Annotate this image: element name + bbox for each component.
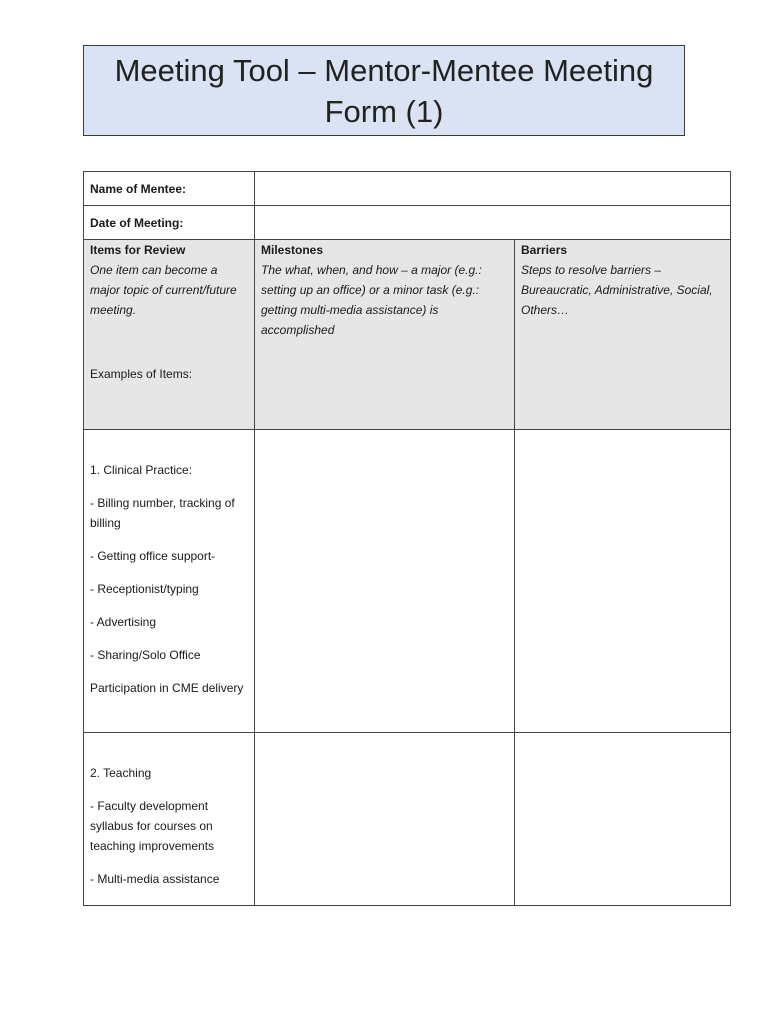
- list-item: - Getting office support-: [90, 549, 216, 563]
- form-title-box: [83, 45, 685, 136]
- list-item: - Advertising: [90, 615, 157, 629]
- clinical-practice-barriers-field[interactable]: [515, 430, 731, 733]
- clinical-practice-items: [84, 430, 255, 733]
- barriers-header-desc: Steps to resolve barriers – Bureaucratic, Administrative, Social, Others…: [521, 263, 713, 317]
- teaching-row: [84, 733, 731, 906]
- header-row: [84, 240, 731, 430]
- milestones-header-desc: The what, when, and how – a major (e.g.: setting up an office) or a minor task (e.g.: getting multi-media assistance) is accomplished: [261, 263, 482, 337]
- list-item: - Sharing/Solo Office: [90, 648, 201, 662]
- list-item: Participation in CME delivery: [90, 681, 244, 695]
- milestones-header-title: Milestones: [261, 243, 324, 257]
- items-header-title: Items for Review: [90, 243, 186, 257]
- clinical-practice-heading: 1. Clinical Practice:: [90, 463, 193, 477]
- date-row: [84, 206, 731, 240]
- list-item: - Multi-media assistance: [90, 872, 220, 886]
- mentee-label: Name of Mentee:: [84, 172, 255, 206]
- list-item: - Billing number, tracking of billing: [90, 496, 235, 530]
- form-title: Meeting Tool – Mentor-Mentee Meeting Form (1): [114, 52, 654, 129]
- barriers-header-cell: [515, 240, 731, 430]
- items-header-cell: [84, 240, 255, 430]
- mentee-field[interactable]: [255, 172, 731, 206]
- list-item: - Faculty development syllabus for courses on teaching improvements: [90, 799, 215, 853]
- mentee-row: [84, 172, 731, 206]
- meeting-form-table: [83, 171, 731, 906]
- clinical-practice-milestones-field[interactable]: [255, 430, 515, 733]
- teaching-items: [84, 733, 255, 906]
- barriers-header-title: Barriers: [521, 243, 568, 257]
- examples-label: Examples of Items:: [90, 367, 193, 381]
- date-label: Date of Meeting:: [84, 206, 255, 240]
- list-item: - Receptionist/typing: [90, 582, 199, 596]
- items-header-desc: One item can become a major topic of current/future meeting.: [90, 263, 237, 317]
- teaching-milestones-field[interactable]: [255, 733, 515, 906]
- clinical-practice-row: [84, 430, 731, 733]
- milestones-header-cell: [255, 240, 515, 430]
- date-field[interactable]: [255, 206, 731, 240]
- teaching-heading: 2. Teaching: [90, 766, 152, 780]
- teaching-barriers-field[interactable]: [515, 733, 731, 906]
